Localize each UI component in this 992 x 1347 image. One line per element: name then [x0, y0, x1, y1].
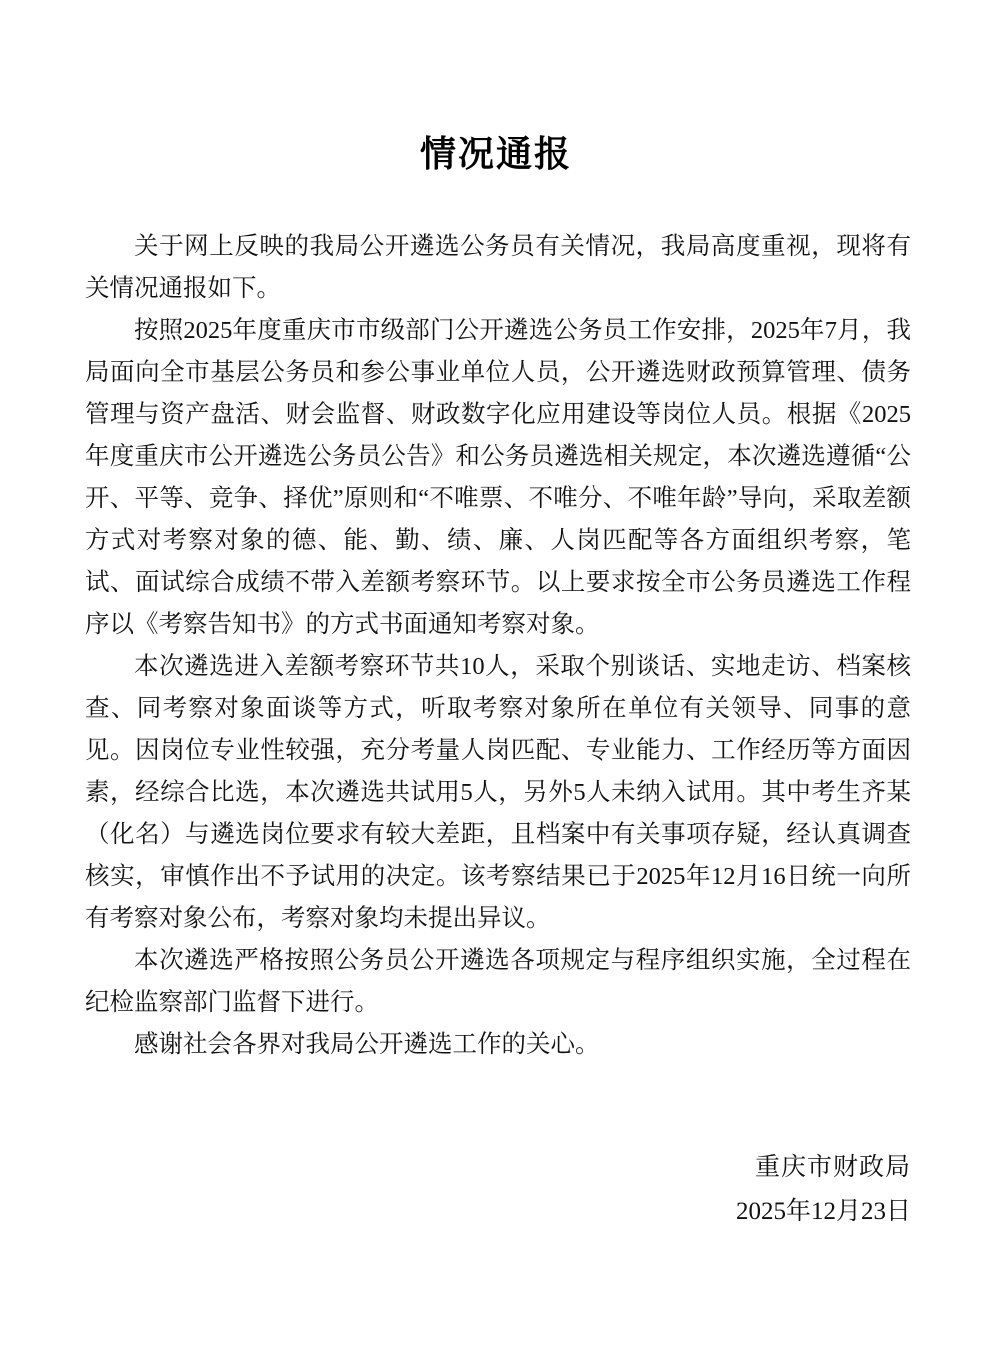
signature-block: [0, 1146, 992, 1234]
signature-organization: 重庆市财政局: [754, 1154, 911, 1181]
paragraph-inspection-result: 本次遴选进入差额考察环节共10人，采取个别谈话、实地走访、档案核查、同考察对象面谈等方式，听取考察对象所在单位有关领导、同事的意见。因岗位专业性较强，充分考量人岗匹配、专业能力、工作经历等方面因素，经综合比选，本次遴选共试用5人，另外5人未纳入试用。其中考生齐某（化名）与遴选岗位要求有较大差距，且档案中有关事项存疑，经认真调查核实，审慎作出不予试用的决定。该考察结果已于2025年12月16日统一向所有考察对象公布，考察对象均未提出异议。: [85, 653, 911, 932]
paragraph-selection-process: 按照2025年度重庆市市级部门公开遴选公务员工作安排，2025年7月，我局面向全市基层公务员和参公事业单位人员，公开遴选财政预算管理、债务管理与资产盘活、财会监督、财政数字化应用建设等岗位人员。根据《2025年度重庆市公开遴选公务员公告》和公务员遴选相关规定，本次遴选遵循“公开、平等、竞争、择优”原则和“不唯票、不唯分、不唯年龄”导向，采取差额方式对考察对象的德、能、勤、绩、廉、人岗匹配等各方面组织考察，笔试、面试综合成绩不带入差额考察环节。以上要求按全市公务员遴选工作程序以《考察告知书》的方式书面通知考察对象。: [85, 317, 911, 638]
document-body: [85, 226, 911, 1066]
signature-date: 2025年12月23日: [735, 1198, 911, 1225]
document-title: 情况通报: [419, 134, 572, 174]
paragraph-supervision: 本次遴选严格按照公务员公开遴选各项规定与程序组织实施，全过程在纪检监察部门监督下进行。: [85, 947, 911, 1016]
paragraph-thanks: 感谢社会各界对我局公开遴选工作的关心。: [134, 1031, 600, 1058]
paragraph-intro: 关于网上反映的我局公开遴选公务员有关情况，我局高度重视，现将有关情况通报如下。: [85, 233, 911, 302]
